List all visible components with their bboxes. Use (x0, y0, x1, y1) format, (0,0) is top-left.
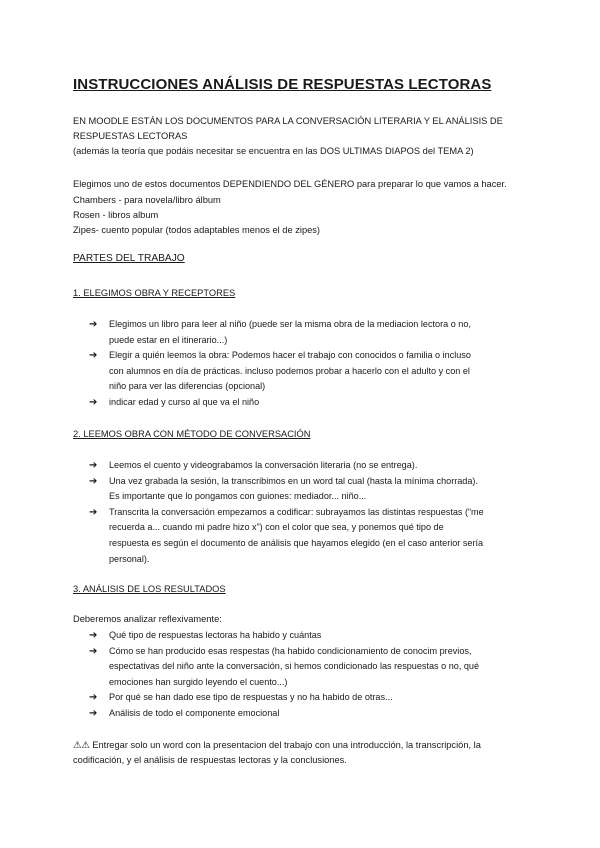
choose-line-1: Elegimos uno de estos documentos DEPENDIENDO DEL GÉNERO para preparar lo que vamos a hacer. (73, 179, 507, 189)
section2-list (89, 458, 484, 567)
list-item-text: Qué tipo de respuestas lectoras ha habido y cuántas (109, 630, 322, 640)
list-item (89, 395, 471, 411)
list-item (89, 690, 479, 706)
list-item-text: Elegir a quién leemos la obra: Podemos hacer el trabajo con conocidos o familia o incluso con alumnos en día de prácticas. incluso podemos probar a hacerlo con el adulto y con el niño para ver las diferencias (opcional) (109, 350, 471, 392)
choose-line-2: Chambers - para novela/libro álbum (73, 195, 221, 205)
arrow-right-icon: ➔ (89, 645, 98, 657)
list-item-text: Elegimos un libro para leer al niño (puede ser la misma obra de la mediacion lectora o no, puede estar en el itinerario...) (109, 319, 471, 345)
list-item (89, 348, 471, 395)
arrow-right-icon: ➔ (89, 692, 98, 704)
section1-heading: 1. ELEGIMOS OBRA Y RECEPTORES (73, 288, 236, 298)
arrow-right-icon: ➔ (89, 460, 98, 471)
choose-line-3: Rosen - libros album (73, 210, 159, 220)
intro-line-3: (además la teoría que podáis necesitar se encuentra en las DOS ULTIMAS DIAPOS del TEMA 2) (73, 146, 474, 156)
warning-icon: ⚠⚠ (73, 740, 90, 750)
intro-line-1: EN MOODLE ESTÁN LOS DOCUMENTOS PARA LA CONVERSACIÓN LITERARIA Y EL ANÁLISIS DE (73, 116, 503, 126)
list-item (89, 474, 484, 505)
list-item-text: indicar edad y curso al que va el niño (109, 396, 260, 407)
arrow-right-icon: ➔ (89, 506, 98, 518)
list-item (89, 628, 479, 644)
page-title: INSTRUCCIONES ANÁLISIS DE RESPUESTAS LECTORAS (73, 76, 492, 93)
list-item-text: Transcrita la conversación empezamos a codificar: subrayamos las distintas respuestas (“me recuerda a... cuando mi padre hizo x”) con el color que sea, y ponemos qué tipo de respuesta es según el documento de análisis que hayamos elegido (en el caso anterior sería personal). (109, 506, 484, 564)
list-item-text: Por qué se han dado ese tipo de respuestas y no ha habido de otras... (109, 692, 393, 703)
list-item (89, 505, 484, 567)
arrow-right-icon: ➔ (89, 475, 98, 487)
arrow-right-icon: ➔ (89, 630, 98, 641)
choose-line-4: Zipes- cuento popular (todos adaptables menos el de zipes) (73, 225, 321, 235)
footer-text-1: Entregar solo un word con la presentacion del trabajo con una introducción, la transcripción, la (89, 740, 481, 750)
footer-line-2: codificación, y el análisis de respuestas lectoras y la conclusiones. (73, 755, 347, 765)
section1-list (89, 317, 471, 411)
list-item-text: Leemos el cuento y videograbamos la conversación literaria (no se entrega). (109, 460, 418, 470)
section2-heading: 2. LEEMOS OBRA CON MÉTODO DE CONVERSACIÓN (73, 429, 311, 439)
footer-line-1 (73, 738, 481, 754)
arrow-right-icon: ➔ (89, 396, 98, 408)
arrow-right-icon: ➔ (89, 350, 98, 362)
arrow-right-icon: ➔ (89, 707, 98, 719)
list-item-text: Cómo se han producido esas respestas (ha habido condicionamiento de conocim previos, espectativas del niño ante la conversación, si hemos condicionado las respuestas o no, qué emociones han surgido leyendo el cuento...) (109, 645, 480, 687)
parts-heading: PARTES DEL TRABAJO (73, 253, 185, 264)
section3-lead: Deberemos analizar reflexivamente: (73, 614, 222, 624)
arrow-right-icon: ➔ (89, 319, 98, 330)
list-item (89, 317, 471, 348)
intro-line-2: RESPUESTAS LECTORAS (73, 131, 188, 141)
section3-list (89, 628, 479, 722)
list-item (89, 644, 479, 691)
list-item (89, 458, 484, 474)
list-item-text: Una vez grabada la sesión, la transcribimos en un word tal cual (hasta la mínima chorrada). Es importante que lo pongamos con guiones: mediador... niño... (109, 475, 478, 502)
list-item (89, 706, 479, 722)
section3-heading: 3. ANÁLISIS DE LOS RESULTADOS (73, 584, 226, 594)
list-item-text: Análisis de todo el componente emocional (109, 707, 280, 718)
